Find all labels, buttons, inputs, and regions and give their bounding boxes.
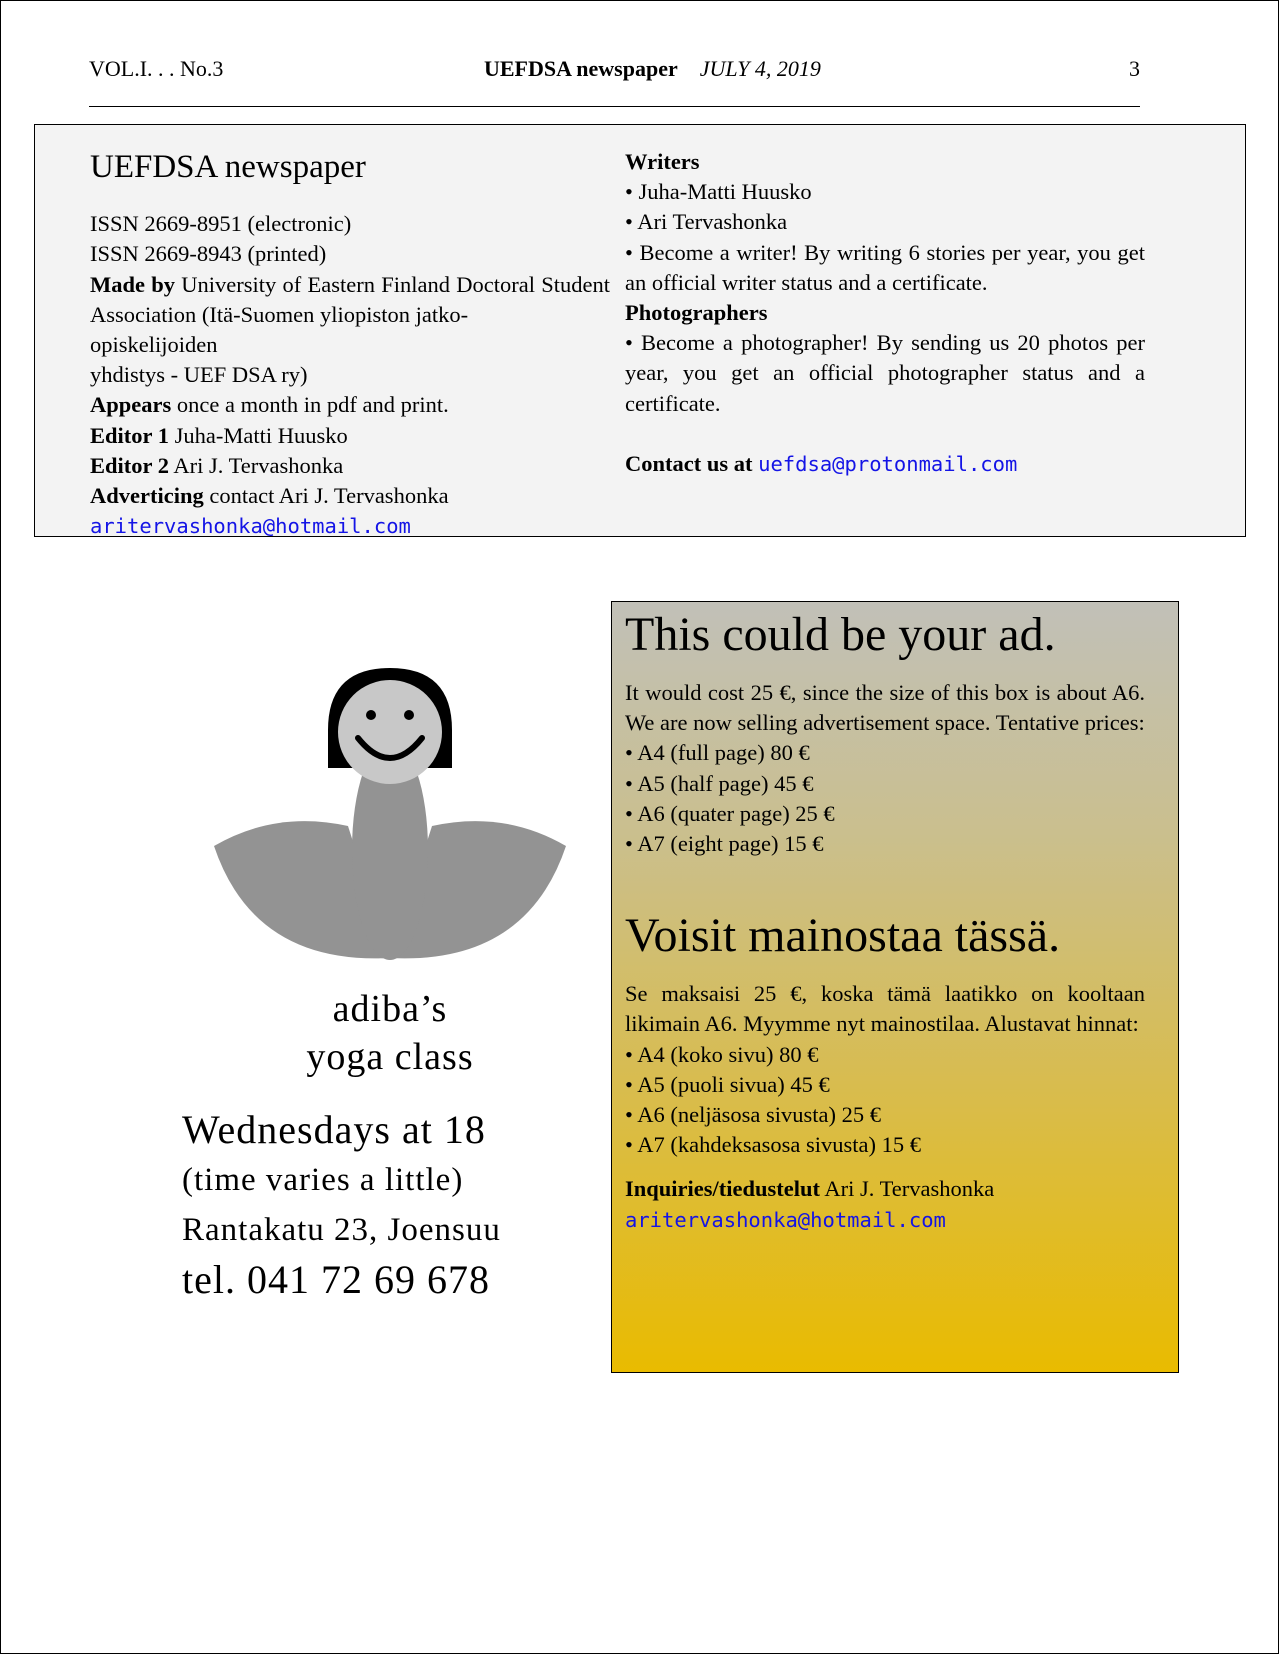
issn-electronic: ISSN 2669-8951 (electronic) (90, 211, 352, 237)
price-item: • A4 (koko sivu) 80 € (625, 1041, 819, 1067)
masthead-box (34, 124, 1246, 537)
inquiries-name: Ari J. Tervashonka (824, 1176, 995, 1202)
advertising-label: Adverticing (90, 483, 204, 509)
price-item: • A5 (puoli sivua) 45 € (625, 1071, 830, 1097)
yoga-class-name (170, 985, 610, 1081)
photographer-cta: • Become a photographer! By sending us 20 photos per year, you get an official photographer status and a certificate. (625, 330, 1145, 416)
editor2-name: Ari J. Tervashonka (173, 452, 344, 478)
yoga-address: Rantakatu 23, Joensuu (182, 1212, 501, 1248)
appears-label: Appears (90, 392, 172, 418)
made-by (90, 270, 610, 330)
inquiries-label: Inquiries/tiedustelut (625, 1176, 821, 1202)
price-item: • A4 (full page) 80 € (625, 740, 810, 766)
made-by-text-3: yhdistys - UEF DSA ry) (90, 362, 308, 388)
ad-text-fi: Se maksaisi 25 €, koska tämä laatikko on kooltaan likimain A6. Myymme nyt mainostilaa. Alustavat hinnat: (625, 981, 1145, 1037)
yoga-details (182, 1105, 612, 1305)
ad-text-en: It would cost 25 €, since the size of this box is about A6. We are now selling advertisement space. Tentative prices: (625, 680, 1145, 736)
paper-name: UEFDSA newspaper (484, 56, 678, 81)
writers-label: Writers (625, 149, 700, 174)
yoga-name-line1: adiba’s (332, 988, 448, 1030)
yoga-schedule: Wednesdays at 18 (182, 1107, 486, 1152)
volume-number: VOL.I. . . No.3 (89, 56, 224, 81)
editor1-label: Editor 1 (90, 422, 169, 448)
header-title (484, 56, 821, 82)
issn-printed: ISSN 2669-8943 (printed) (90, 241, 327, 267)
masthead-left-column (90, 147, 610, 541)
photographers-label: Photographers (625, 300, 768, 326)
yoga-name-line2: yoga class (306, 1036, 474, 1078)
page-number: 3 (1129, 56, 1140, 81)
advertising-text: contact Ari J. Tervashonka (209, 483, 449, 509)
writer-item: • Ari Tervashonka (625, 209, 788, 235)
yoga-class-ad (170, 640, 590, 1340)
appears-text: once a month in pdf and print. (176, 392, 449, 418)
advertisement-content (625, 602, 1145, 1235)
advertising-email-link[interactable]: aritervashonka@hotmail.com (90, 514, 411, 539)
editor2-label: Editor 2 (90, 452, 169, 478)
yoga-figure-icon (214, 660, 566, 970)
writer-cta: • Become a writer! By writing 6 stories per year, you get an official writer status and a certificate. (625, 239, 1145, 295)
yoga-phone: tel. 041 72 69 678 (182, 1257, 490, 1302)
price-item: • A7 (kahdeksasosa sivusta) 15 € (625, 1132, 921, 1158)
price-item: • A5 (half page) 45 € (625, 770, 814, 796)
price-item: • A7 (eight page) 15 € (625, 831, 824, 857)
contact-email-link[interactable]: uefdsa@protonmail.com (758, 451, 1018, 476)
running-head (89, 56, 1140, 88)
price-item: • A6 (quater page) 25 € (625, 800, 835, 826)
made-by-label: Made by (90, 271, 176, 297)
ad-heading-en: This could be your ad. (625, 608, 1056, 661)
inquiries-email-link[interactable]: aritervashonka@hotmail.com (625, 1207, 946, 1232)
price-item: • A6 (neljäsosa sivusta) 25 € (625, 1102, 881, 1128)
advertisement-box (611, 601, 1179, 1373)
masthead-title: UEFDSA newspaper (90, 149, 366, 185)
header-rule (89, 106, 1140, 107)
ad-heading-fi: Voisit mainostaa tässä. (625, 909, 1061, 963)
writer-item: • Juha-Matti Huusko (625, 179, 812, 205)
masthead-right-column (625, 147, 1145, 479)
issue-date: JULY 4, 2019 (699, 56, 821, 81)
made-by-text: University of Eastern Finland Doctoral Student Association (Itä-Suomen yliopiston jatko- (90, 271, 611, 327)
editor1-name: Juha-Matti Huusko (174, 422, 348, 448)
made-by-text-2: opiskelijoiden (90, 332, 218, 358)
contact-label: Contact us at (625, 450, 753, 476)
yoga-time-note: (time varies a little) (182, 1162, 464, 1198)
